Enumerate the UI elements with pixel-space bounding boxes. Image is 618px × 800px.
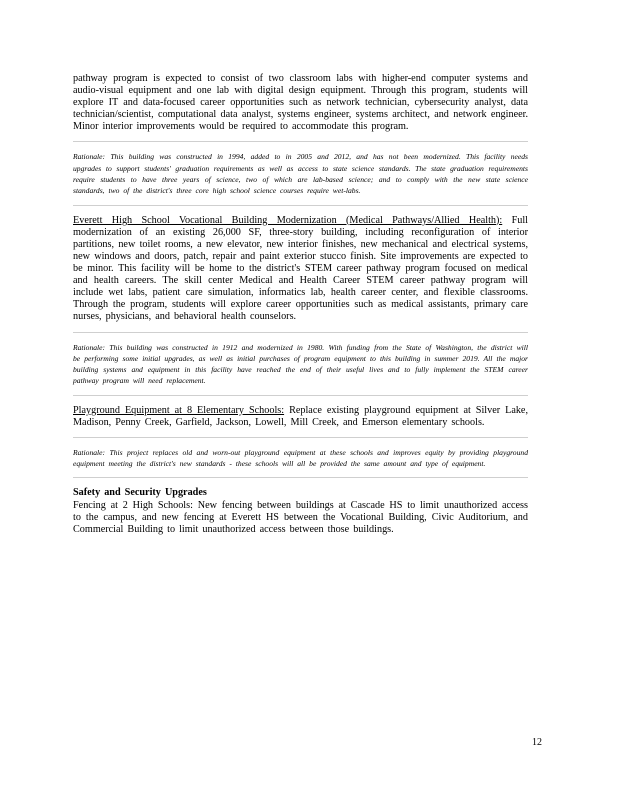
divider	[73, 477, 528, 478]
intro-paragraph: pathway program is expected to consist of two classroom labs with higher-end computer systems and audio-visual equipment and one lab with digital design equipment. Through this program, students will explore IT and data-focused career opportunities such as network technician, cybersecurity analyst, data technician/scientist, computational data analyst, systems engineer, systems architect, and network engineer. Minor interior improvements would be required to accommodate this program.	[73, 73, 528, 133]
divider	[73, 395, 528, 396]
everett-body: Full modernization of an existing 26,000 SF, three-story building, including reconfiguration of interior partitions, new toilet rooms, a new elevator, new interior finishes, new mechanical and electrical systems, new windows and doors, patch, repair and paint exterior stucco finish. Site improvements are expected to be minor. This facility will be home to the district's STEM career pathway program focused on medical and health careers. The skill center Medical and Health Career STEM career pathway program will include wet labs, patient care simulation, informatics lab, health career center, and flexible classrooms. Through the program, students will explore career opportunities such as medical assistants, primary care nurses, physicians, and behavioral health counselors.	[73, 214, 528, 323]
divider	[73, 205, 528, 206]
page-number: 12	[532, 737, 542, 748]
rationale-1: Rationale: This building was constructed in 1994, added to in 2005 and 2012, and has not been modernized. This facility needs upgrades to support students' graduation requirements as well as access to state science standards. The state graduation requirements require students to have three years of science, two of which are lab-based science; and to comply with the new state science standards, two of the district's three core high school science courses require wet-labs.	[73, 152, 528, 196]
divider	[73, 332, 528, 333]
playground-rationale: Rationale: This project replaces old and worn-out playground equipment at these schools and improves equity by providing playground equipment meeting the district's new standards - these schools will all be provided the same amount and type of equipment.	[73, 447, 528, 469]
document-page	[73, 73, 528, 536]
divider	[73, 437, 528, 438]
divider	[73, 141, 528, 142]
everett-heading: Everett High School Vocational Building Modernization (Medical Pathways/Allied Health):	[73, 214, 503, 226]
safety-heading: Safety and Security Upgrades	[73, 487, 207, 499]
playground-heading: Playground Equipment at 8 Elementary Schools:	[73, 404, 285, 416]
playground-body: Replace existing playground equipment at Silver Lake, Madison, Penny Creek, Garfield, Jackson, Lowell, Mill Creek, and Emerson elementary schools.	[73, 404, 529, 428]
playground-section	[73, 405, 528, 429]
everett-section	[73, 215, 528, 324]
everett-rationale: Rationale: This building was constructed in 1912 and modernized in 1980. With funding from the State of Washington, the district will be performing some initial upgrades, as well as initial purchases of program equipment to this building in summer 2019. All the major building systems and equipment in this facility have reached the end of their useful lives and to fully implement the STEM career pathway program will need replacement.	[73, 342, 528, 386]
safety-body: Fencing at 2 High Schools: New fencing between buildings at Cascade HS to limit unauthorized access to the campus, and new fencing at Everett HS between the Vocational Building, Civic Auditorium, and Commercial Building to limit unauthorized access between those buildings.	[73, 499, 528, 535]
